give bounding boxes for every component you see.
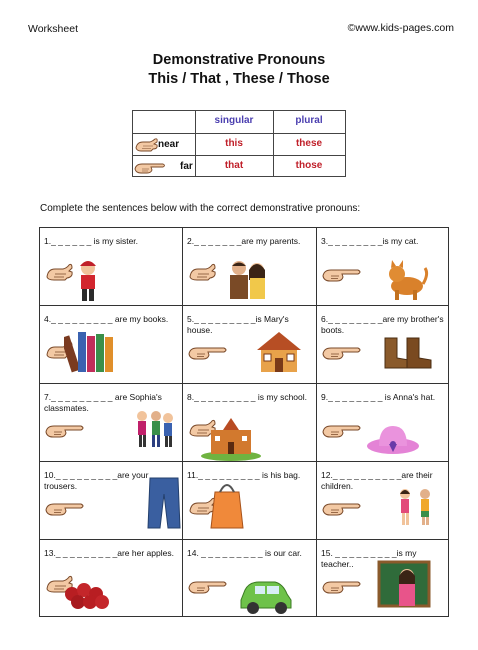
children-picture	[393, 484, 441, 532]
girl-sister-picture	[72, 256, 120, 306]
exercise-sentence: 15. _ _ _ _ _ _ _ _ _is my teacher..	[321, 548, 417, 569]
car-picture	[237, 570, 295, 616]
house-picture	[253, 328, 309, 376]
exercise-grid	[39, 227, 449, 617]
exercise-cell	[40, 540, 183, 616]
trousers-picture	[144, 476, 186, 530]
exercise-sentence: 11._ _ _ _ _ _ _ _ _ is his bag.	[187, 470, 301, 480]
exercise-sentence: 8._ _ _ _ _ _ _ _ _ is my school.	[187, 392, 308, 402]
pointing-hand-far-icon	[321, 262, 363, 286]
exercise-sentence: 5._ _ _ _ _ _ _ _ _is Mary's house.	[187, 314, 289, 335]
pointing-hand-far-icon	[44, 418, 86, 442]
exercise-cell	[317, 384, 448, 462]
table-header-row	[133, 111, 345, 133]
exercise-cell	[40, 228, 183, 306]
exercise-sentence: 4._ _ _ _ _ _ _ _ _ are my books.	[44, 314, 169, 324]
pointing-hand-near-icon	[187, 260, 223, 286]
exercise-cell	[40, 384, 183, 462]
books-picture	[64, 328, 118, 376]
teacher-picture	[377, 560, 431, 608]
copyright-label: ©www.kids-pages.com	[347, 22, 454, 34]
exercise-cell	[183, 540, 317, 616]
exercise-sentence: 2._ _ _ _ _ _ _are my parents.	[187, 236, 301, 246]
header-singular: singular	[214, 115, 254, 126]
pointing-hand-far-icon	[187, 340, 229, 364]
exercise-cell	[40, 306, 183, 384]
worksheet-label: Worksheet	[28, 23, 78, 35]
pointing-hand-far-icon	[133, 156, 167, 178]
pointing-hand-far-icon	[321, 418, 363, 442]
exercise-sentence: 13._ _ _ _ _ _ _ _ _are her apples.	[44, 548, 174, 558]
exercise-cell	[183, 228, 317, 306]
table-row-near	[133, 133, 345, 155]
exercise-sentence: 7._ _ _ _ _ _ _ _ _ are Sophia's classmates.	[44, 392, 162, 413]
far-label: far	[180, 161, 193, 172]
exercise-sentence: 12._ _ _ _ _ _ _ _ _ _are their children.	[321, 470, 433, 491]
pronoun-table	[132, 110, 346, 177]
apples-picture	[62, 568, 116, 614]
exercise-sentence: 3._ _ _ _ _ _ _ _is my cat.	[321, 236, 419, 246]
boots-picture	[381, 328, 437, 376]
exercise-cell	[317, 228, 448, 306]
parents-picture	[225, 256, 273, 304]
exercise-cell	[317, 306, 448, 384]
exercise-sentence: 1._ _ _ _ _ _ is my sister.	[44, 236, 139, 246]
exercise-cell	[40, 462, 183, 540]
page-title: Demonstrative Pronouns	[152, 52, 326, 68]
pointing-hand-far-icon	[321, 574, 363, 598]
exercise-cell	[183, 384, 317, 462]
bag-picture	[207, 476, 247, 530]
hat-picture	[365, 416, 421, 460]
cell-those: those	[295, 160, 323, 171]
exercise-sentence: 10._ _ _ _ _ _ _ _ _are your trousers.	[44, 470, 149, 491]
classmates-picture	[130, 406, 178, 454]
cell-that: that	[224, 160, 244, 171]
header-plural: plural	[295, 115, 323, 126]
cell-this: this	[225, 138, 243, 149]
pointing-hand-far-icon	[44, 496, 86, 520]
school-picture	[201, 414, 261, 462]
exercise-sentence: 14. _ _ _ _ _ _ _ _ _ is our car.	[187, 548, 302, 558]
exercise-sentence: 6._ _ _ _ _ _ _ _are my brother's boots.	[321, 314, 444, 335]
exercise-cell	[317, 462, 448, 540]
exercise-cell	[183, 462, 317, 540]
cell-these: these	[295, 138, 323, 149]
exercise-cell	[183, 306, 317, 384]
pointing-hand-far-icon	[321, 340, 363, 364]
near-label: near	[158, 139, 180, 150]
table-row-far	[133, 155, 345, 177]
pointing-hand-far-icon	[187, 574, 229, 598]
pointing-hand-far-icon	[321, 496, 363, 520]
instructions: Complete the sentences below with the correct demonstrative pronouns:	[40, 203, 361, 214]
page-subtitle: This / That , These / Those	[148, 71, 330, 87]
cat-picture	[383, 256, 439, 304]
exercise-cell	[317, 540, 448, 616]
exercise-sentence: 9._ _ _ _ _ _ _ _ is Anna's hat.	[321, 392, 436, 402]
